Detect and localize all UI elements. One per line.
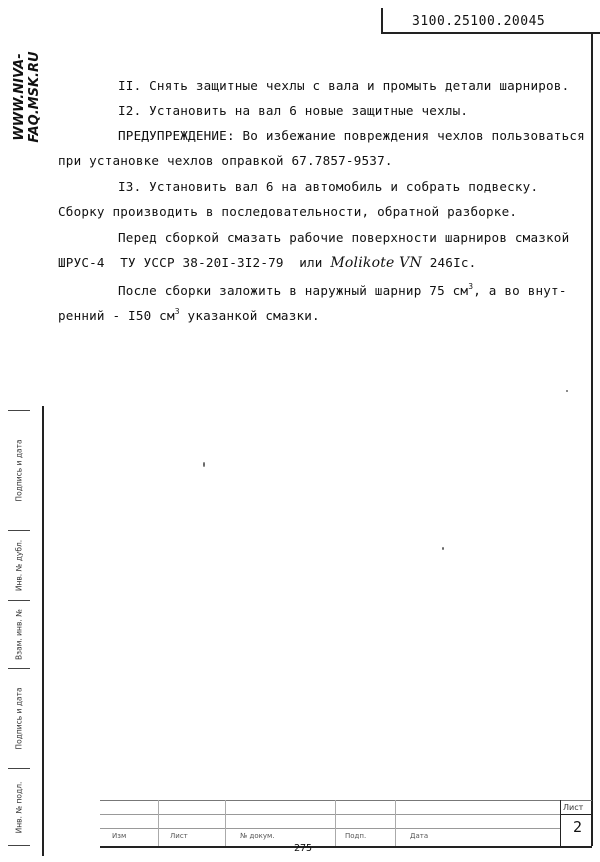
tb-col-date: Дата [410,832,429,840]
title-block-mid-line-2 [100,828,560,829]
tb-col-change: Изм [112,832,127,840]
warning-line-1: ПРЕДУПРЕЖДЕНИЕ: Во избежание повреждения чехлов пользоваться [118,128,585,143]
tb-col-divider [225,800,226,846]
unit-superscript: 3 [468,282,474,291]
handwritten-grease-name: Molikote VN [330,255,422,271]
grease-amount-line-1 [118,282,567,298]
sheet-number: 2 [573,818,583,836]
frame-right-line [591,34,593,846]
doc-number: 3100.25100.20045 [412,14,546,29]
grease-spec: ШРУС-4 ТУ УССР 38-20I-3I2-79 или [58,255,331,270]
grease-code: 246Iс. [421,255,477,270]
tb-col-doc-number: № докум. [240,832,275,840]
warning-line-2: при установке чехлов оправкой 67.7857-9537. [58,153,393,168]
tb-col-sheet: Лист [170,832,188,840]
side-stamp-signature-date-2: Подпись и дата [8,668,30,768]
side-stamp-signature-date: Подпись и дата [8,410,30,530]
inner-joint-amount: ренний - I50 см [58,308,175,323]
page-number: 275 [294,843,313,854]
lubrication-line-2 [58,255,476,271]
assembly-order: Сборку производить в последовательности, обратной разборке. [58,204,518,219]
side-stamp-replaced-inv: Взам. инв. № [8,600,30,668]
site-watermark: WWW.NIVA-FAQ.MSK.RU [12,51,42,143]
frame-left-line [42,406,44,856]
grease-reference: указанкой смазки. [179,308,320,323]
sheet-cell-hline [560,814,592,815]
step-12: I2. Установить на вал 6 новые защитные чехлы. [118,103,469,118]
tb-col-signature: Подп. [345,832,367,840]
scan-speck [442,547,444,550]
step-11: II. Снять защитные чехлы с вала и промыть детали шарниров. [118,78,570,93]
side-stamp-dup-inv: Инв. № дубл. [8,530,30,600]
scan-speck [203,462,205,467]
tb-col-divider [335,800,336,846]
side-stamp-orig-inv: Инв. № подл. [8,768,30,846]
sheet-cell-divider [560,800,561,846]
tb-col-divider [395,800,396,846]
sheet-label: Лист [563,803,584,812]
scan-speck [566,390,568,392]
inner-joint-intro: , а во внут- [473,283,567,298]
grease-amount-line-2 [58,307,320,323]
title-block-top-line [100,800,592,801]
tb-col-divider [158,800,159,846]
outer-joint-amount: После сборки заложить в наружный шарнир 75 см [118,283,469,298]
lubrication-line-1: Перед сборкой смазать рабочие поверхности шарниров смазкой [118,230,570,245]
step-13: I3. Установить вал 6 на автомобиль и собрать подвеску. [118,179,539,194]
title-block-mid-line [100,814,560,815]
frame-bottom-line [100,846,592,848]
unit-superscript: 3 [174,307,180,316]
